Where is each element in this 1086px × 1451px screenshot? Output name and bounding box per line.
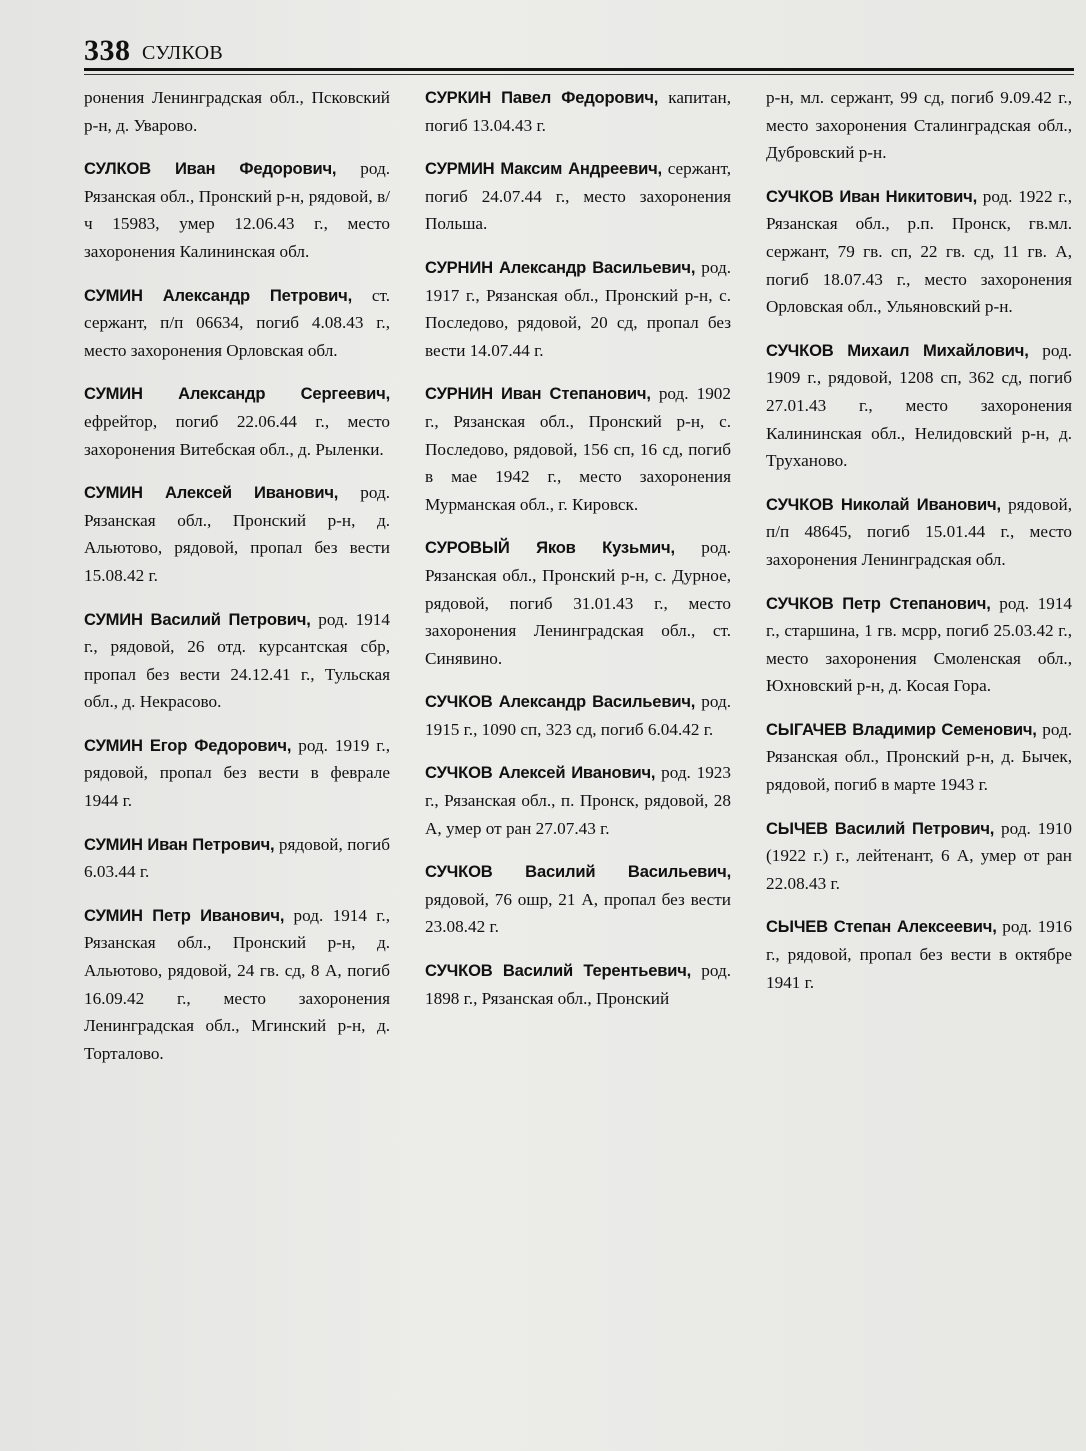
entry-name: СУЛКОВ Иван Федорович, [84, 159, 337, 179]
column-3 [766, 84, 1072, 1012]
entry-text: род. 1916 г., рядовой, пропал без вести в октябре 1941 г. [766, 917, 1072, 992]
entry [766, 491, 1072, 574]
entry-text: р-н, мл. сержант, 99 сд, погиб 9.09.42 г., место захоронения Сталинградская обл., Дубровский р-н. [766, 88, 1072, 163]
entry-name: СУРКИН Павел Федорович, [425, 88, 659, 107]
entry-text: род. Рязанская обл., Пронский р-н, с. Дурное, рядовой, погиб 31.01.43 г., место захоронения Ленинградская обл., ст. Синявино. [425, 538, 731, 668]
entry-text: род. 1914 г., рядовой, 26 отд. курсантская сбр, пропал без вести 24.12.41 г., Тульская обл., д. Некрасово. [84, 609, 390, 712]
entry-name: СЫЧЕВ Василий Петрович, [766, 818, 995, 838]
entry-name: СУЧКОВ Василий Васильевич, [425, 862, 731, 882]
entry [425, 534, 731, 672]
entry [425, 155, 731, 238]
entry-text: род. Рязанская обл., Пронский р-н, рядовой, в/ч 15983, умер 12.06.43 г., место захоронения Калининская обл. [84, 159, 391, 261]
entry-text: сержант, погиб 24.07.44 г., место захоронения Польша. [425, 159, 731, 234]
entry [766, 183, 1072, 321]
entry [766, 590, 1072, 700]
entry-name: СУРМИН Максим Андреевич, [425, 159, 662, 179]
entry-text: род. 1922 г., Рязанская обл., р.п. Пронск, гв.мл. сержант, 79 гв. сп, 22 гв. сд, 11 гв. А, погиб 18.07.43 г., место захоронения Орловская обл., Ульяновский р-н. [766, 186, 1072, 317]
entry-text: род. 1909 г., рядовой, 1208 сп, 362 сд, погиб 27.01.43 г., место захоронения Калининская обл., Нелидовский р-н, д. Труханово. [766, 340, 1073, 471]
entry [425, 688, 731, 743]
entry-text: рядовой, погиб 6.03.44 г. [84, 834, 390, 882]
entry [766, 815, 1072, 898]
entry-text: ефрейтор, погиб 22.06.44 г., место захоронения Витебская обл., д. Рыленки. [84, 411, 390, 459]
entry [425, 380, 731, 518]
entry-name: СУМИН Петр Иванович, [84, 905, 285, 925]
entry-text: род. 1923 г., Рязанская обл., п. Пронск, рядовой, 28 А, умер от ран 27.07.43 г. [425, 763, 731, 838]
entry-name: СЫГАЧЕВ Владимир Семенович, [766, 719, 1037, 739]
entry-name: СУМИН Егор Федорович, [84, 735, 292, 755]
entry [84, 155, 390, 265]
entry [84, 282, 390, 365]
column-1 [84, 84, 390, 1083]
entry-name: СУЧКОВ Михаил Михайлович, [766, 340, 1029, 360]
entry-text: род. 1914 г., Рязанская обл., Пронский р-н, д. Альютово, рядовой, 24 гв. сд, 8 А, погиб 16.09.42 г., место захоронения Ленинградская обл., Мгинский р-н, д. Торталово. [84, 905, 391, 1063]
entry [425, 759, 731, 842]
entry-name: СУМИН Иван Петрович, [84, 834, 275, 854]
entry-text: род. 1915 г., 1090 сп, 323 сд, погиб 6.04.42 г. [425, 692, 731, 739]
entry [84, 902, 390, 1068]
entry-text: ст. сержант, п/п 06634, погиб 4.08.43 г., место захоронения Орловская обл. [84, 285, 390, 360]
header-rule-thin [84, 74, 1074, 75]
entry-text: рядовой, п/п 48645, погиб 15.01.44 г., место захоронения Ленинградская обл. [766, 494, 1072, 569]
entry-text: род. 1902 г., Рязанская обл., Пронский р-н, с. Последово, рядовой, 156 сп, 16 сд, погиб в мае 1942 г., место захоронения Мурманская обл., г. Кировск. [425, 384, 731, 514]
entry [425, 254, 731, 364]
entry-text: род. 1917 г., Рязанская обл., Пронский р-н, с. Последово, рядовой, 20 сд, пропал без вести 14.07.44 г. [425, 257, 731, 360]
entry [766, 84, 1072, 167]
entry-name: СУМИН Александр Петрович, [84, 285, 353, 305]
entry-text: рядовой, 76 ошр, 21 А, пропал без вести 23.08.42 г. [425, 889, 731, 937]
entry-name: СУМИН Алексей Иванович, [84, 483, 339, 503]
entry-name: СУЧКОВ Александр Васильевич, [425, 692, 696, 712]
column-2 [425, 84, 731, 1028]
page-header [84, 34, 1074, 68]
running-head: СУЛКОВ [142, 42, 223, 64]
entry [84, 732, 390, 815]
entry-name: СУЧКОВ Алексей Иванович, [425, 763, 656, 783]
entry-name: СУЧКОВ Петр Степанович, [766, 593, 991, 613]
entry-name: СУЧКОВ Василий Терентьевич, [425, 961, 692, 981]
entry-text: род. 1898 г., Рязанская обл., Пронский [425, 961, 731, 1008]
entry-name: СУМИН Василий Петрович, [84, 609, 311, 629]
entry [766, 337, 1072, 475]
entry-name: СУМИН Александр Сергеевич, [84, 384, 390, 404]
entry-text: род. 1910 (1922 г.) г., лейтенант, 6 А, умер от ран 22.08.43 г. [766, 818, 1072, 893]
entry [84, 606, 390, 716]
entry-text: ронения Ленинградская обл., Псковский р-н, д. Уварово. [84, 88, 390, 135]
entry [84, 479, 390, 589]
entry [425, 858, 731, 941]
entry-text: капитан, погиб 13.04.43 г. [425, 88, 732, 135]
entry [84, 84, 390, 139]
entry-text: род. Рязанская обл., Пронский р-н, д. Альютово, рядовой, пропал без вести 15.08.42 г. [84, 483, 390, 585]
entry [84, 831, 390, 886]
entry [425, 957, 731, 1012]
header-rule [84, 68, 1074, 71]
entry [766, 913, 1072, 996]
entry [425, 84, 731, 139]
entry-name: СУЧКОВ Иван Никитович, [766, 186, 977, 206]
entry-name: СУРНИН Александр Васильевич, [425, 257, 696, 277]
entry [84, 380, 390, 463]
entry-text: род. Рязанская обл., Пронский р-н, д. Бычек, рядовой, погиб в марте 1943 г. [766, 719, 1073, 795]
page-number: 338 [84, 34, 131, 67]
entry-name: СУРОВЫЙ Яков Кузьмич, [425, 538, 675, 558]
entry-name: СУЧКОВ Николай Иванович, [766, 494, 1001, 514]
entry-text: род. 1914 г., старшина, 1 гв. мсрр, погиб 25.03.42 г., место захоронения Смоленская обл., Юхновский р-н, д. Косая Гора. [766, 593, 1072, 696]
entry-name: СЫЧЕВ Степан Алексеевич, [766, 917, 997, 937]
entry-text: род. 1919 г., рядовой, пропал без вести в феврале 1944 г. [84, 735, 390, 811]
entry [766, 716, 1072, 799]
entry-name: СУРНИН Иван Степанович, [425, 384, 651, 404]
